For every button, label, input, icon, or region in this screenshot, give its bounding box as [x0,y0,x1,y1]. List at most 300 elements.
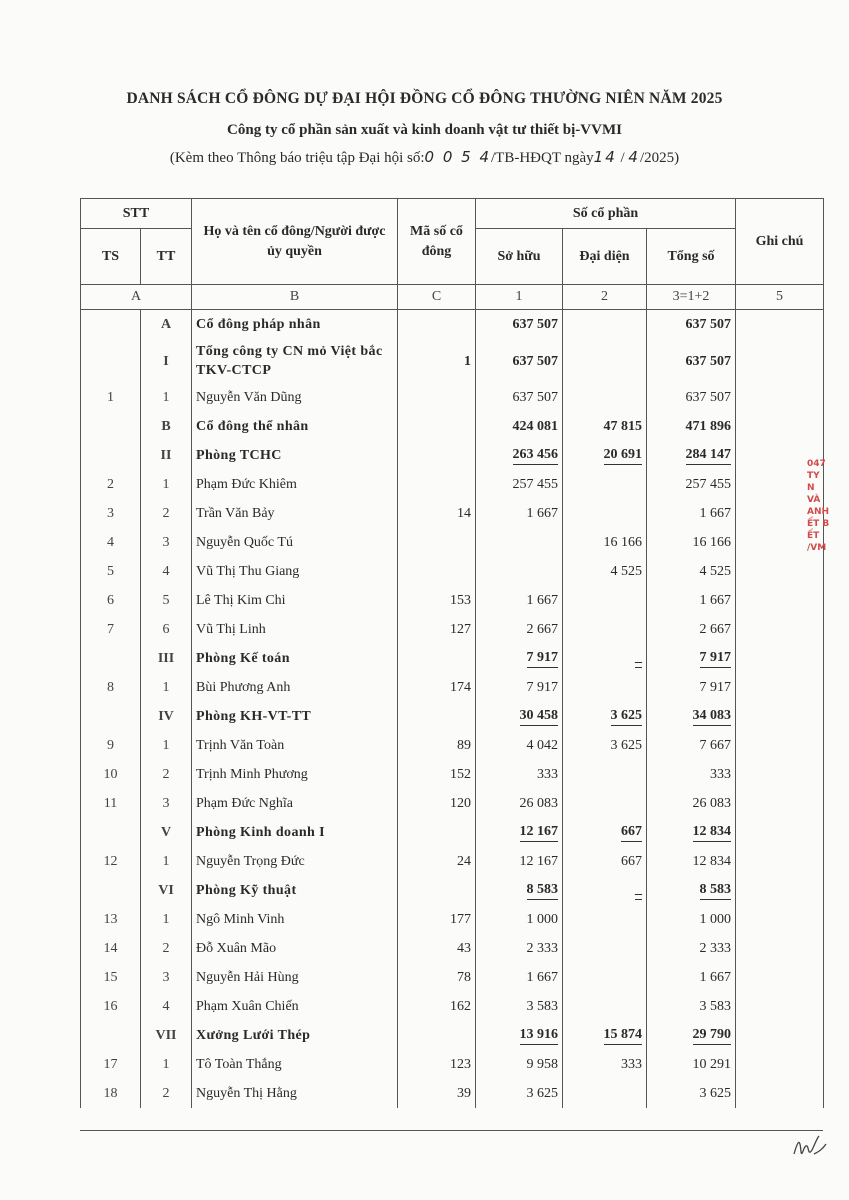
row-code [398,499,476,528]
row-name [192,963,398,992]
row-tt [141,963,192,992]
row-ts [81,876,141,905]
header-code: Mã số cổ đông [398,199,476,285]
row-total-text: 637 507 [685,389,732,405]
row-ts-text: 15 [103,969,118,985]
row-name [192,847,398,876]
row-total-text: 7 667 [699,737,732,753]
row-total-text: 1 000 [699,911,732,927]
row-tt [141,847,192,876]
row-tt [141,499,192,528]
row-rep [563,789,647,818]
row-code [398,441,476,470]
row-tt-text: 5 [162,592,170,608]
row-own [476,557,563,586]
row-code [398,731,476,760]
row-own [476,818,563,847]
document-title: DANH SÁCH CỔ ĐÔNG DỰ ĐẠI HỘI ĐỒNG CỔ ĐÔNG THƯỜNG NIÊN NĂM 2025 [126,90,723,107]
row-name [192,412,398,441]
row-ts [81,586,141,615]
row-total [647,731,736,760]
stamp-text: 047 [807,459,826,469]
row-ts [81,760,141,789]
row-tt-text: 4 [162,563,170,579]
note-day: 14 [593,148,617,166]
header-stt: STT [81,199,192,229]
row-total [647,1021,736,1050]
row-tt [141,310,192,340]
row-rep-text: 667 [621,824,642,842]
row-rep [563,818,647,847]
note-suffix: /2025) [639,150,680,166]
row-own-text: 13 916 [520,1027,559,1045]
row-name-text: Bùi Phương Anh [196,679,291,695]
row-tt-text: 3 [162,795,170,811]
row-own-text: 26 083 [519,795,558,811]
row-note [736,934,824,963]
row-total [647,586,736,615]
row-rep [563,644,647,673]
row-name-text: Ngô Minh Vinh [196,911,285,927]
row-total-text: 1 667 [699,969,732,985]
table-row [81,615,824,644]
row-name-text: Nguyễn Thị Hằng [196,1085,297,1101]
row-tt [141,992,192,1021]
row-total-text: 7 917 [700,650,732,668]
row-total [647,702,736,731]
row-ts [81,441,141,470]
row-code-text: 89 [457,737,471,753]
row-code [398,876,476,905]
row-rep [563,383,647,412]
row-ts [81,339,141,383]
signature-mark [790,1132,830,1167]
row-name [192,586,398,615]
table-row [81,731,824,760]
company-name: Công ty cổ phần sản xuất và kinh doanh vật tư thiết bị-VVMI [227,122,622,138]
table-row [81,992,824,1021]
row-rep [563,963,647,992]
row-own [476,876,563,905]
row-ts-text: 6 [107,592,114,608]
header-rep: Đại diện [563,229,647,285]
row-own-text: 8 583 [527,882,559,900]
row-name [192,1021,398,1050]
row-total [647,905,736,934]
row-total [647,760,736,789]
row-total-text: 34 083 [693,708,732,726]
row-rep-text: 4 525 [610,563,642,579]
row-code [398,1021,476,1050]
row-own [476,934,563,963]
row-name-text: Đỗ Xuân Mão [196,940,277,956]
row-note [736,310,824,340]
row-name-text: Trịnh Minh Phương [196,766,308,782]
row-ts-text: 9 [107,737,114,753]
row-name-text: Tổng công ty CN mỏ Việt bắc TKV-CTCP [196,344,383,378]
label-c: C [398,285,476,310]
shareholder-table [80,198,824,1108]
table-row [81,876,824,905]
row-total [647,528,736,557]
row-rep [563,586,647,615]
row-own-text: 4 042 [526,737,558,753]
row-own-text: 333 [537,766,558,782]
row-name-text: Nguyễn Trọng Đức [196,853,305,869]
row-total-text: 284 147 [686,447,732,465]
row-rep [563,615,647,644]
note-month: 4 [628,148,640,166]
label-1: 1 [476,285,563,310]
table-bottom-edge [80,1130,823,1131]
row-name [192,470,398,499]
row-own-text: 1 667 [526,969,558,985]
row-name [192,934,398,963]
row-name [192,731,398,760]
row-code-text: 1 [464,353,471,369]
row-rep [563,702,647,731]
row-tt-text: 1 [162,389,170,405]
label-2: 2 [563,285,647,310]
row-ts-text: 13 [103,911,118,927]
row-own-text: 12 167 [519,853,558,869]
row-name [192,528,398,557]
row-rep [563,1079,647,1108]
row-rep [563,760,647,789]
table-row [81,441,824,470]
row-ts [81,499,141,528]
row-own-text: 12 167 [520,824,559,842]
label-3: 3=1+2 [647,285,736,310]
row-tt-text: V [160,824,172,840]
row-code [398,557,476,586]
row-code [398,673,476,702]
table-row [81,1079,824,1108]
row-rep [563,1021,647,1050]
table-row [81,499,824,528]
row-name-text: Phạm Đức Khiêm [196,476,297,492]
row-tt-text: 1 [162,737,170,753]
table-row [81,789,824,818]
row-note [736,339,824,383]
row-ts-text: 2 [107,476,114,492]
row-name [192,905,398,934]
row-own [476,528,563,557]
row-own-text: 3 625 [526,1085,558,1101]
row-code [398,586,476,615]
table-row [81,412,824,441]
row-code [398,905,476,934]
row-code [398,339,476,383]
row-ts [81,557,141,586]
row-name [192,499,398,528]
row-code [398,383,476,412]
row-tt-text: 3 [162,969,170,985]
row-code [398,789,476,818]
row-code-text: 162 [450,998,471,1014]
row-name-text: Tô Toàn Thắng [196,1056,282,1072]
row-ts [81,1050,141,1079]
row-own-text: 637 507 [512,389,558,405]
row-name-text: Xưởng Lưới Thép [196,1027,311,1043]
row-code-text: 152 [450,766,471,782]
row-tt [141,1079,192,1108]
row-total [647,644,736,673]
row-name-text: Phòng TCHC [196,447,282,463]
row-total-text: 471 896 [685,418,732,434]
row-name [192,673,398,702]
row-name-text: Phòng Kinh doanh I [196,824,325,840]
row-name [192,615,398,644]
row-tt [141,905,192,934]
row-own [476,731,563,760]
row-code-text: 174 [450,679,471,695]
stamp-text: ẾT [807,531,820,541]
note-mid: /TB-HĐQT ngày [491,150,594,166]
row-name [192,992,398,1021]
row-own [476,412,563,441]
table-row [81,557,824,586]
row-ts [81,310,141,340]
row-code [398,702,476,731]
row-total-text: 7 917 [699,679,732,695]
table-row [81,702,824,731]
row-total [647,1079,736,1108]
row-note [736,615,824,644]
row-tt-text: III [157,650,175,666]
row-total [647,818,736,847]
row-tt-text: 1 [162,853,170,869]
row-note [736,1021,824,1050]
row-tt [141,1021,192,1050]
row-rep [563,470,647,499]
row-own-text: 637 507 [512,353,558,369]
row-name-text: Trần Văn Bảy [196,505,275,521]
table-row [81,963,824,992]
row-own [476,1021,563,1050]
row-code-text: 43 [457,940,471,956]
row-code-text: 24 [457,853,471,869]
row-code [398,528,476,557]
row-tt [141,412,192,441]
row-total [647,310,736,340]
row-total [647,339,736,383]
row-total-text: 333 [710,766,732,782]
row-ts-text: 5 [107,563,114,579]
table-row [81,818,824,847]
row-total [647,615,736,644]
row-name-text: Cổ đông pháp nhân [196,316,321,332]
row-own [476,470,563,499]
row-rep [563,412,647,441]
row-tt [141,673,192,702]
row-own [476,310,563,340]
row-ts [81,383,141,412]
row-own [476,383,563,412]
row-tt [141,470,192,499]
row-total [647,789,736,818]
header-own: Sở hữu [476,229,563,285]
note-prefix: (Kèm theo Thông báo triệu tập Đại hội số: [169,150,425,166]
row-own-text: 263 456 [513,447,559,465]
row-code-text: 120 [450,795,471,811]
row-code-text: 39 [457,1085,471,1101]
row-name [192,789,398,818]
row-code [398,760,476,789]
row-tt [141,731,192,760]
row-own [476,499,563,528]
table-row [81,934,824,963]
row-tt [141,557,192,586]
table-row [81,470,824,499]
row-total [647,499,736,528]
label-5: 5 [736,285,824,310]
row-rep-text: 16 166 [603,534,642,550]
row-tt-text: 1 [162,679,170,695]
row-code-text: 78 [457,969,471,985]
row-rep [563,441,647,470]
table-row [81,586,824,615]
row-code [398,963,476,992]
row-ts [81,673,141,702]
header-shares: Số cổ phần [476,199,736,229]
row-code [398,847,476,876]
row-name [192,1050,398,1079]
row-total-text: 1 667 [699,592,732,608]
row-own-text: 1 667 [526,505,558,521]
row-code [398,1079,476,1108]
row-tt [141,760,192,789]
table-row [81,644,824,673]
row-own [476,963,563,992]
row-code [398,470,476,499]
row-tt [141,586,192,615]
row-tt [141,818,192,847]
row-own-text: 1 000 [526,911,558,927]
row-code-text: 127 [450,621,471,637]
row-tt-text: I [163,353,169,369]
row-tt-text: 2 [162,505,170,521]
row-total [647,963,736,992]
table-row [81,1021,824,1050]
row-note [736,1079,824,1108]
row-name [192,818,398,847]
row-own-text: 257 455 [512,476,558,492]
row-tt-text: 2 [162,1085,170,1101]
row-own [476,1079,563,1108]
row-total-text: 8 583 [700,882,732,900]
row-ts [81,1079,141,1108]
row-code [398,412,476,441]
row-tt [141,702,192,731]
row-ts-text: 1 [107,389,114,405]
row-name-text: Phạm Đức Nghĩa [196,795,294,811]
row-note [736,383,824,412]
row-rep [563,557,647,586]
row-own-text: 2 333 [526,940,558,956]
row-tt [141,789,192,818]
row-code [398,615,476,644]
row-name-text: Vũ Thị Thu Giang [196,563,300,579]
row-ts-text: 8 [107,679,114,695]
table-row [81,310,824,340]
table-row [81,339,824,383]
row-tt-text: 3 [162,534,170,550]
row-ts [81,615,141,644]
stamp-text: TY [807,471,820,481]
header-tt: TT [141,229,192,285]
row-own-text: 3 583 [526,998,558,1014]
signature-icon [790,1132,830,1162]
row-tt [141,528,192,557]
row-code [398,934,476,963]
row-ts [81,412,141,441]
row-ts [81,528,141,557]
row-note [736,818,824,847]
row-total-text: 3 625 [699,1085,732,1101]
row-total [647,557,736,586]
row-name-text: Cổ đông thể nhân [196,418,309,434]
row-name-text: Lê Thị Kim Chi [196,592,286,608]
row-own [476,992,563,1021]
row-total [647,673,736,702]
row-tt-text: 1 [162,476,170,492]
row-total [647,992,736,1021]
row-tt [141,383,192,412]
row-rep [563,992,647,1021]
stamp-text: VÀ [807,495,821,505]
row-name-text: Phòng Kỹ thuật [196,882,297,898]
table-row [81,1050,824,1079]
row-code-text: 153 [450,592,471,608]
row-code-text: 123 [450,1056,471,1072]
row-total [647,876,736,905]
label-b: B [192,285,398,310]
table-row [81,673,824,702]
row-name-text: Nguyễn Quốc Tú [196,534,293,550]
table-row [81,760,824,789]
row-code [398,310,476,340]
row-note [736,1050,824,1079]
row-note [736,760,824,789]
row-total [647,441,736,470]
row-note [736,673,824,702]
row-tt [141,876,192,905]
table-row [81,383,824,412]
row-own-text: 637 507 [512,316,558,332]
row-total-text: 12 834 [692,853,732,869]
row-own-text: 9 958 [526,1056,558,1072]
row-rep [563,528,647,557]
row-name [192,876,398,905]
row-note [736,702,824,731]
row-tt-text: 6 [162,621,170,637]
row-rep [563,731,647,760]
row-rep [563,673,647,702]
row-rep [563,499,647,528]
row-code [398,818,476,847]
row-ts [81,644,141,673]
row-total-text: 3 583 [699,998,732,1014]
row-code-text: 177 [450,911,471,927]
row-total-text: 29 790 [693,1027,732,1045]
row-name [192,760,398,789]
row-tt [141,615,192,644]
header-ts: TS [81,229,141,285]
row-ts-text: 10 [103,766,118,782]
header-total: Tổng số [647,229,736,285]
stamp-text: /VM [807,543,827,553]
